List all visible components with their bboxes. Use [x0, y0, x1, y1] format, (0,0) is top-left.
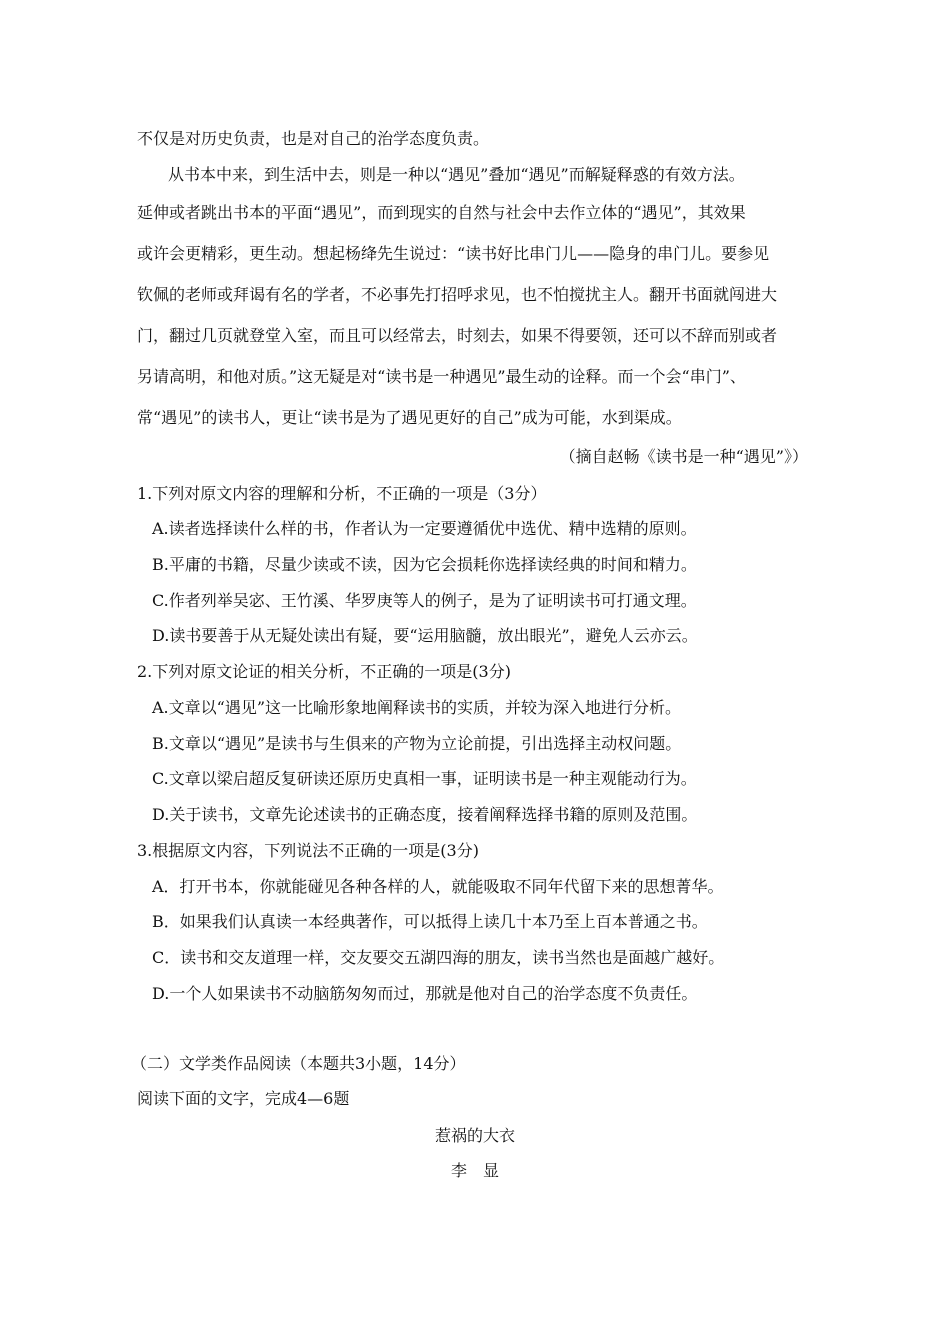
passage-line: 常“遇见”的读书人，更让“读书是为了遇见更好的自己”成为可能，水到渠成。 — [137, 408, 682, 427]
question-option: C.作者列举吴宓、王竹溪、华罗庚等人的例子，是为了证明读书可打通文理。 — [152, 591, 697, 610]
passage-line: 或许会更精彩，更生动。想起杨绛先生说过：“读书好比串门儿——隐身的串门儿。要参见 — [137, 244, 770, 263]
question-option: C.文章以梁启超反复研读还原历史真相一事，证明读书是一种主观能动行为。 — [152, 769, 697, 788]
story-title: 惹祸的大衣 — [434, 1126, 515, 1145]
question-option: B.文章以“遇见”是读书与生俱来的产物为立论前提，引出选择主动权问题。 — [152, 734, 682, 753]
question-option: B．如果我们认真读一本经典著作，可以抵得上读几十本乃至上百本普通之书。 — [152, 912, 708, 931]
question-option: D.关于读书，文章先论述读书的正确态度，接着阐释选择书籍的原则及范围。 — [152, 805, 698, 824]
question-option: A.文章以“遇见”这一比喻形象地阐释读书的实质，并较为深入地进行分析。 — [152, 698, 682, 717]
question-option: D.一个人如果读书不动脑筋匆匆而过，那就是他对自己的治学态度不负责任。 — [152, 984, 698, 1003]
question-option: C．读书和交友道理一样，交友要交五湖四海的朋友，读书当然也是面越广越好。 — [152, 948, 725, 967]
section-heading: （二）文学类作品阅读（本题共3小题，14分） — [131, 1054, 466, 1073]
passage-line: 从书本中来，到生活中去，则是一种以“遇见”叠加“遇见”而解疑释惑的有效方法。 — [168, 165, 745, 184]
passage-line: 钦佩的老师或拜谒有名的学者，不必事先打招呼求见，也不怕搅扰主人。翻开书面就闯进大 — [137, 285, 778, 304]
passage-line: 延伸或者跳出书本的平面“遇见”，而到现实的自然与社会中去作立体的“遇见”，其效果 — [137, 203, 746, 222]
question-stem: 3.根据原文内容，下列说法不正确的一项是(3分) — [137, 841, 479, 860]
section-instruction: 阅读下面的文字，完成4—6题 — [137, 1089, 350, 1108]
passage-line: 不仅是对历史负责，也是对自己的治学态度负责。 — [137, 129, 490, 148]
question-option: A.读者选择读什么样的书，作者认为一定要遵循优中选优、精中选精的原则。 — [152, 519, 697, 538]
question-stem: 2.下列对原文论证的相关分析，不正确的一项是(3分) — [137, 662, 511, 681]
passage-line: 门，翻过几页就登堂入室，而且可以经常去，时刻去，如果不得要领，还可以不辞而别或者 — [137, 326, 778, 345]
story-author: 李 显 — [450, 1161, 499, 1180]
question-option: A．打开书本，你就能碰见各种各样的人，就能吸取不同年代留下来的思想菁华。 — [152, 877, 724, 896]
question-stem: 1.下列对原文内容的理解和分析，不正确的一项是（3分） — [137, 484, 547, 503]
question-option: B.平庸的书籍，尽量少读或不读，因为它会损耗你选择读经典的时间和精力。 — [152, 555, 697, 574]
passage-line: 另请高明，和他对质。”这无疑是对“读书是一种遇见”最生动的诠释。而一个会“串门”、 — [137, 367, 746, 386]
question-option: D.读书要善于从无疑处读出有疑，要“运用脑髓，放出眼光”，避免人云亦云。 — [152, 626, 698, 645]
passage-source: （摘自赵畅《读书是一种“遇见”》） — [559, 447, 808, 466]
